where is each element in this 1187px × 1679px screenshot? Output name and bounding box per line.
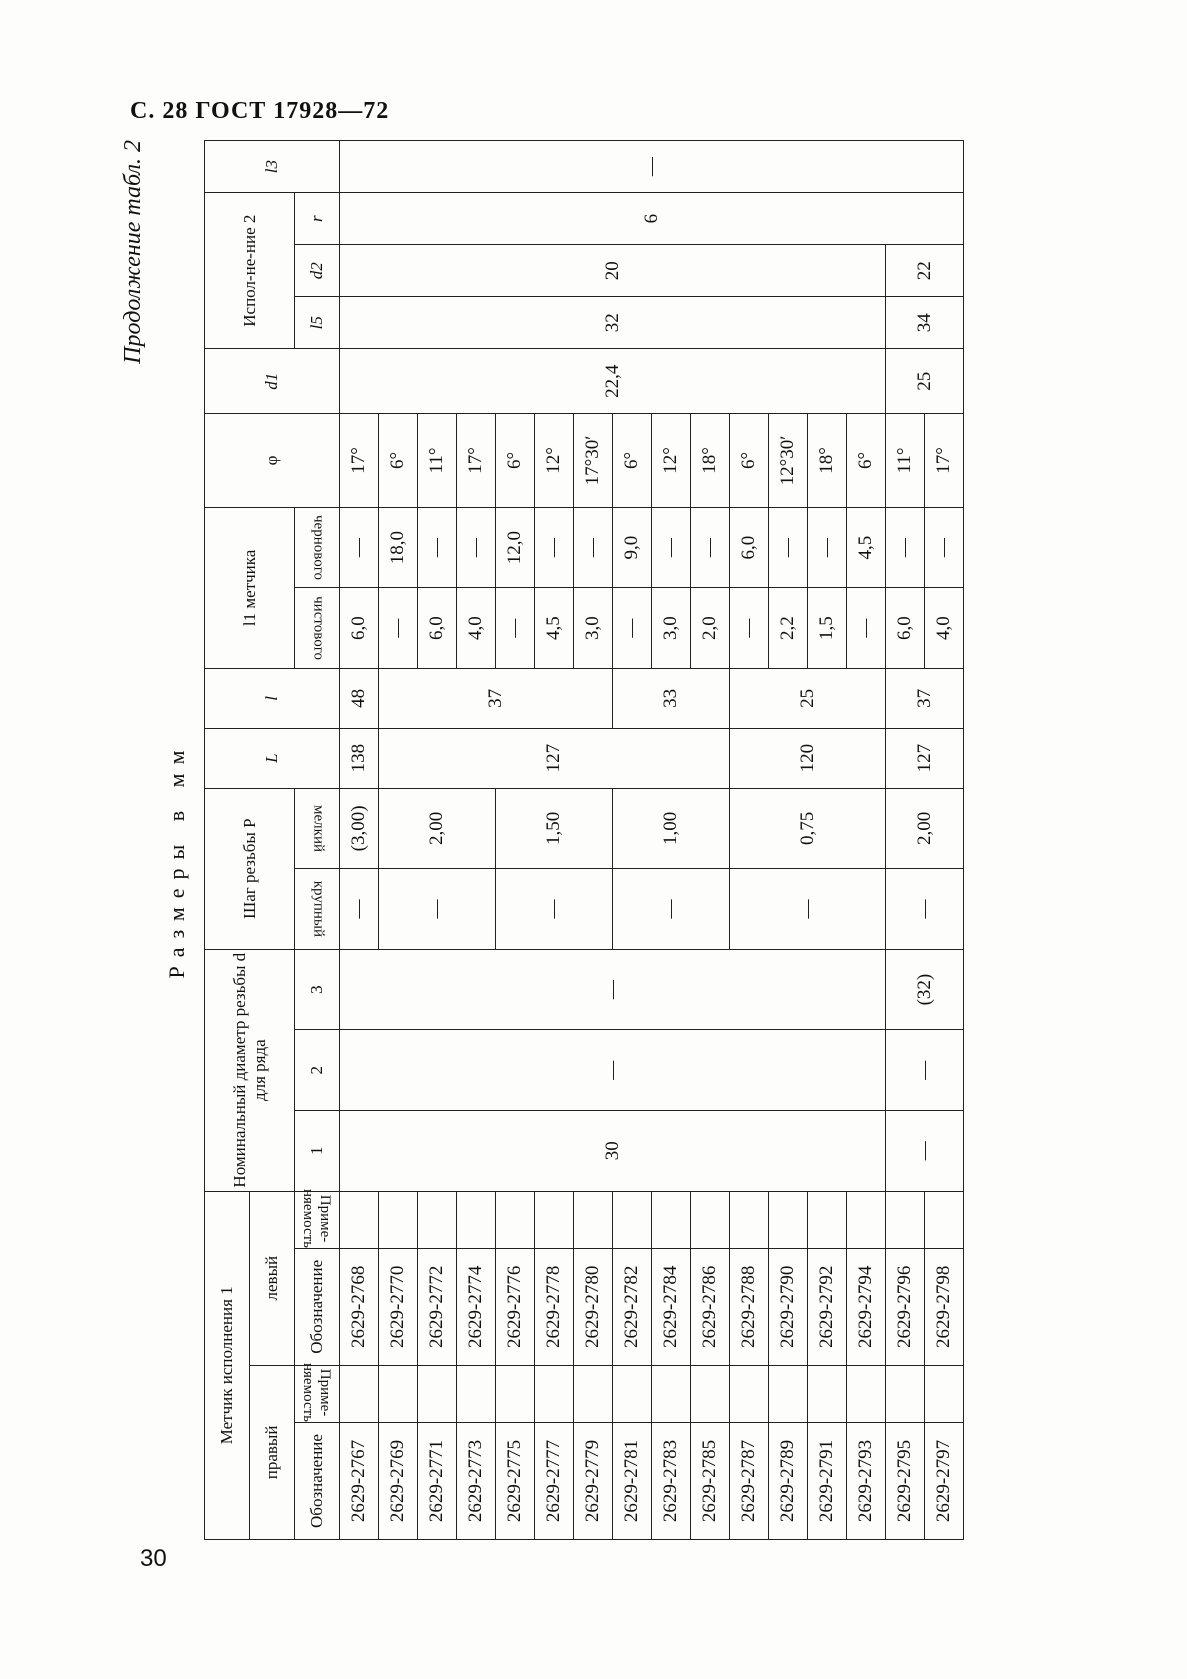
angle-phi: 6° <box>847 414 886 508</box>
applicability-right <box>847 1365 886 1422</box>
applicability-right <box>613 1365 652 1422</box>
length-l: 33 <box>613 668 730 728</box>
designation-right: 2629-2785 <box>691 1423 730 1540</box>
l1-roughing: 18,0 <box>379 507 418 588</box>
applicability-right <box>379 1365 418 1422</box>
l1-finishing: — <box>496 588 535 669</box>
angle-phi: 12° <box>652 414 691 508</box>
l1-finishing: 6,0 <box>340 588 379 669</box>
designation-left: 2629-2796 <box>886 1248 925 1365</box>
pitch-fine: 1,00 <box>613 788 730 869</box>
finishing-label: чистового <box>310 596 327 661</box>
d2-value: 20 <box>340 245 886 297</box>
l1-roughing: — <box>340 507 379 588</box>
applicability-left <box>808 1191 847 1248</box>
applicability-right <box>808 1365 847 1422</box>
l1-finishing: 4,5 <box>535 588 574 669</box>
applicability-right-label: Приме- няемость <box>300 1363 334 1423</box>
length-l: 37 <box>886 668 964 728</box>
angle-phi: 12°30′ <box>769 414 808 508</box>
designation-right: 2629-2773 <box>457 1423 496 1540</box>
angle-phi: 17° <box>457 414 496 508</box>
applicability-right <box>340 1365 379 1422</box>
header-nominal-diameter: Номинальный диаметр резьбы d для ряда <box>205 949 295 1191</box>
page-header: С. 28 ГОСТ 17928—72 <box>130 98 390 124</box>
l1-finishing: — <box>379 588 418 669</box>
l1-roughing: 6,0 <box>730 507 769 588</box>
header-l1: l1 метчика <box>205 507 295 668</box>
l1-roughing: — <box>808 507 847 588</box>
designation-left: 2629-2774 <box>457 1248 496 1365</box>
designation-right: 2629-2767 <box>340 1423 379 1540</box>
applicability-right <box>925 1365 964 1422</box>
header-series-2: 2 <box>295 1030 340 1111</box>
angle-phi: 6° <box>613 414 652 508</box>
l1-finishing: 6,0 <box>418 588 457 669</box>
applicability-left <box>418 1191 457 1248</box>
designation-left: 2629-2780 <box>574 1248 613 1365</box>
header-designation-left: Обозначение <box>295 1248 340 1365</box>
l5-value: 32 <box>340 297 886 349</box>
l1-roughing: — <box>574 507 613 588</box>
designation-left: 2629-2792 <box>808 1248 847 1365</box>
applicability-right <box>730 1365 769 1422</box>
applicability-left-label: Приме- няемость <box>300 1188 334 1248</box>
length-L: 127 <box>886 728 964 788</box>
header-L: L <box>205 728 340 788</box>
length-L: 138 <box>340 728 379 788</box>
applicability-left <box>769 1191 808 1248</box>
l1-finishing: 3,0 <box>574 588 613 669</box>
l1-finishing: 6,0 <box>886 588 925 669</box>
d-series-3: (32) <box>886 949 964 1030</box>
designation-right: 2629-2797 <box>925 1423 964 1540</box>
pitch-coarse: — <box>730 869 886 950</box>
designation-left: 2629-2794 <box>847 1248 886 1365</box>
header-series-3: 3 <box>295 949 340 1030</box>
applicability-left <box>847 1191 886 1248</box>
roughing-label: чернового <box>310 515 327 581</box>
designation-left: 2629-2784 <box>652 1248 691 1365</box>
applicability-right <box>691 1365 730 1422</box>
angle-phi: 11° <box>418 414 457 508</box>
header-fine <box>295 788 340 869</box>
applicability-left <box>886 1191 925 1248</box>
applicability-left <box>574 1191 613 1248</box>
angle-phi: 17° <box>925 414 964 508</box>
designation-left: 2629-2782 <box>613 1248 652 1365</box>
l1-finishing: — <box>613 588 652 669</box>
designation-right: 2629-2771 <box>418 1423 457 1540</box>
d1-value: 25 <box>886 349 964 414</box>
applicability-left <box>496 1191 535 1248</box>
header-applicability-right <box>295 1365 340 1422</box>
l1-finishing: 3,0 <box>652 588 691 669</box>
table-continuation-caption: Продолжение табл. 2 <box>120 140 146 364</box>
l1-roughing: — <box>652 507 691 588</box>
designation-left: 2629-2790 <box>769 1248 808 1365</box>
length-L: 127 <box>379 728 730 788</box>
header-designation-right: Обозначение <box>295 1423 340 1540</box>
l1-roughing: — <box>535 507 574 588</box>
designation-right: 2629-2789 <box>769 1423 808 1540</box>
designation-left: 2629-2786 <box>691 1248 730 1365</box>
designation-right: 2629-2795 <box>886 1423 925 1540</box>
l3-value: — <box>340 141 964 193</box>
fine-label: мелкий <box>310 804 327 852</box>
designation-right: 2629-2777 <box>535 1423 574 1540</box>
applicability-right <box>418 1365 457 1422</box>
applicability-left <box>535 1191 574 1248</box>
l1-finishing: 4,0 <box>925 588 964 669</box>
designation-left: 2629-2768 <box>340 1248 379 1365</box>
pitch-coarse: — <box>613 869 730 950</box>
applicability-left <box>340 1191 379 1248</box>
designation-right: 2629-2769 <box>379 1423 418 1540</box>
angle-phi: 17° <box>340 414 379 508</box>
applicability-left <box>925 1191 964 1248</box>
l1-roughing: — <box>925 507 964 588</box>
l1-roughing: — <box>418 507 457 588</box>
l1-roughing: 4,5 <box>847 507 886 588</box>
pitch-fine: 2,00 <box>886 788 964 869</box>
designation-right: 2629-2787 <box>730 1423 769 1540</box>
designation-left: 2629-2770 <box>379 1248 418 1365</box>
coarse-label: крупный <box>310 880 327 938</box>
header-applicability-left <box>295 1188 340 1248</box>
d-series-1: 30 <box>340 1111 886 1192</box>
header-d1: d1 <box>205 349 340 414</box>
pitch-coarse: — <box>340 869 379 950</box>
applicability-right <box>457 1365 496 1422</box>
units-caption: Размеры в мм <box>164 741 189 979</box>
pitch-fine: 2,00 <box>379 788 496 869</box>
designation-left: 2629-2788 <box>730 1248 769 1365</box>
pitch-coarse: — <box>886 869 964 950</box>
designation-right: 2629-2783 <box>652 1423 691 1540</box>
d2-value: 22 <box>886 245 964 297</box>
angle-phi: 6° <box>496 414 535 508</box>
applicability-left <box>652 1191 691 1248</box>
l1-roughing: 9,0 <box>613 507 652 588</box>
d-series-2: — <box>886 1030 964 1111</box>
header-phi: φ <box>205 414 340 508</box>
l1-roughing: — <box>886 507 925 588</box>
dimensions-table <box>204 140 964 1540</box>
designation-right: 2629-2775 <box>496 1423 535 1540</box>
designation-left: 2629-2798 <box>925 1248 964 1365</box>
designation-right: 2629-2781 <box>613 1423 652 1540</box>
pitch-fine: (3,00) <box>340 788 379 869</box>
rotated-table-page <box>120 140 1080 1580</box>
header-left-hand: левый <box>250 1191 295 1365</box>
l1-roughing: — <box>691 507 730 588</box>
applicability-left <box>457 1191 496 1248</box>
header-r: r <box>295 193 340 245</box>
pitch-coarse: — <box>496 869 613 950</box>
d-series-1: — <box>886 1111 964 1192</box>
l1-finishing: 1,5 <box>808 588 847 669</box>
l1-roughing: — <box>769 507 808 588</box>
length-l: 25 <box>730 668 886 728</box>
applicability-right <box>535 1365 574 1422</box>
l1-finishing: — <box>847 588 886 669</box>
header-coarse <box>295 869 340 950</box>
applicability-right <box>496 1365 535 1422</box>
header-metchik-group: Метчик исполнения 1 <box>205 1191 250 1539</box>
header-ispolnenie-2: Испол-не-ние 2 <box>205 193 295 349</box>
applicability-right <box>652 1365 691 1422</box>
page-number: 30 <box>140 1545 167 1572</box>
pitch-fine: 1,50 <box>496 788 613 869</box>
header-d2: d2 <box>295 245 340 297</box>
length-l: 48 <box>340 668 379 728</box>
angle-phi: 17°30′ <box>574 414 613 508</box>
l1-roughing: 12,0 <box>496 507 535 588</box>
header-l: l <box>205 668 340 728</box>
applicability-right <box>574 1365 613 1422</box>
angle-phi: 11° <box>886 414 925 508</box>
header-l5: l5 <box>295 297 340 349</box>
length-L: 120 <box>730 728 886 788</box>
angle-phi: 6° <box>379 414 418 508</box>
l1-roughing: — <box>457 507 496 588</box>
angle-phi: 6° <box>730 414 769 508</box>
designation-left: 2629-2778 <box>535 1248 574 1365</box>
applicability-left <box>691 1191 730 1248</box>
header-roughing <box>295 507 340 588</box>
r-value: 6 <box>340 193 964 245</box>
l1-finishing: 4,0 <box>457 588 496 669</box>
d-series-2: — <box>340 1030 886 1111</box>
header-l3: l3 <box>205 141 340 193</box>
d-series-3: — <box>340 949 886 1030</box>
designation-left: 2629-2772 <box>418 1248 457 1365</box>
header-series-1: 1 <box>295 1111 340 1192</box>
designation-right: 2629-2793 <box>847 1423 886 1540</box>
applicability-left <box>613 1191 652 1248</box>
l1-finishing: 2,2 <box>769 588 808 669</box>
table-row <box>886 141 925 1540</box>
angle-phi: 18° <box>691 414 730 508</box>
length-l: 37 <box>379 668 613 728</box>
l1-finishing: — <box>730 588 769 669</box>
header-thread-pitch: Шаг резьбы P <box>205 788 295 949</box>
header-finishing <box>295 588 340 669</box>
designation-left: 2629-2776 <box>496 1248 535 1365</box>
applicability-left <box>730 1191 769 1248</box>
pitch-coarse: — <box>379 869 496 950</box>
designation-right: 2629-2791 <box>808 1423 847 1540</box>
applicability-left <box>379 1191 418 1248</box>
angle-phi: 18° <box>808 414 847 508</box>
applicability-right <box>886 1365 925 1422</box>
l1-finishing: 2,0 <box>691 588 730 669</box>
designation-right: 2629-2779 <box>574 1423 613 1540</box>
angle-phi: 12° <box>535 414 574 508</box>
l5-value: 34 <box>886 297 964 349</box>
d1-value: 22,4 <box>340 349 886 414</box>
pitch-fine: 0,75 <box>730 788 886 869</box>
table-row <box>340 141 379 1540</box>
header-right-hand: правый <box>250 1365 295 1539</box>
applicability-right <box>769 1365 808 1422</box>
